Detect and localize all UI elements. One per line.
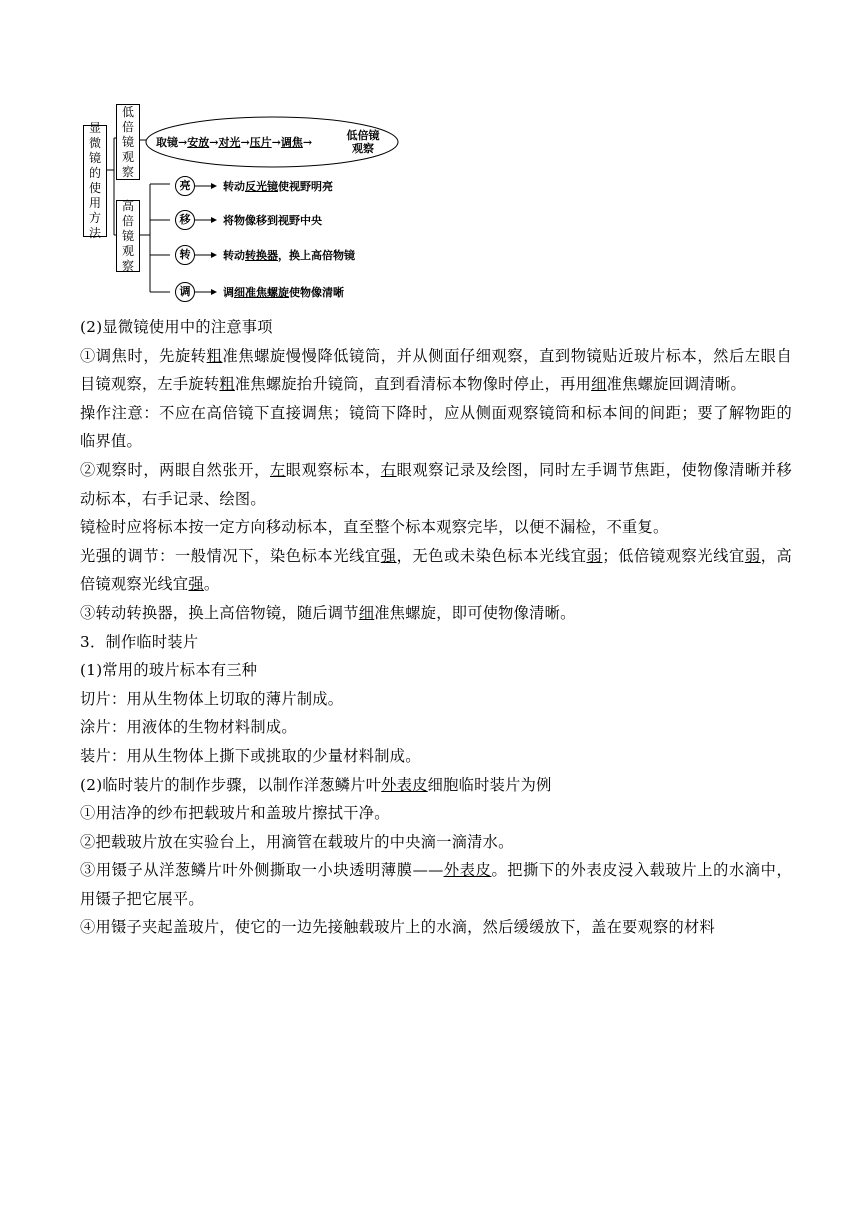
step-4: ④用镊子夹起盖玻片，使它的一边先接触载玻片上的水滴，然后缓缓放下，盖在要观察的材料 <box>80 918 715 937</box>
text: ，高倍镜观察光线宜 <box>80 546 793 594</box>
section-3-1-heading: (1)常用的玻片标本有三种 <box>80 661 258 680</box>
step-take: 取镜 <box>156 136 178 149</box>
step-1: ①用洁净的纱布把载玻片和盖玻片擦拭干净。 <box>80 804 390 823</box>
text: ③转动转换器，换上高倍物镜，随后调节 <box>80 603 359 622</box>
para-light-adjust <box>80 542 792 599</box>
section-3-heading: 3．制作临时装片 <box>80 632 199 651</box>
underlined-text: 外表皮 <box>443 861 492 880</box>
heading-precautions: (2)显微镜使用中的注意事项 <box>80 318 273 336</box>
para-smear: 涂片：用液体的生物材料制成。 <box>80 718 297 737</box>
step-3 <box>80 856 792 913</box>
underlined-text: 右 <box>380 460 397 479</box>
underlined-text: 强 <box>380 546 397 565</box>
high-step-turn-b: ，换上高倍物镜 <box>278 249 355 262</box>
high-step-adjust-a: 调 <box>223 286 234 299</box>
low-power-label: 低倍镜观察 <box>121 104 134 179</box>
underlined-text: 外表皮 <box>381 775 428 794</box>
text: ①调焦时，先旋转 <box>80 346 207 365</box>
step-2: ②把载玻片放在实验台上，用滴管在载玻片的中央滴一滴清水。 <box>80 832 514 851</box>
high-step-adjust-u: 细准焦螺旋 <box>234 286 289 299</box>
diagram-root-box <box>83 121 107 240</box>
high-step-bright <box>223 180 333 193</box>
diagram-root-label: 显微镜的使用方法 <box>88 121 101 240</box>
high-power-label: 高倍镜观察 <box>121 198 134 273</box>
step-light: 对光 <box>218 136 241 149</box>
text: 眼观察标本， <box>285 460 381 479</box>
high-power-box <box>116 200 140 272</box>
low-power-steps: 取镜→安放→对光→压片→调焦→ <box>156 136 313 149</box>
high-step-adjust-b: 使物像清晰 <box>289 286 344 299</box>
high-step-bright-a: 转动 <box>223 180 245 193</box>
text: 细胞临时装片为例 <box>427 775 552 794</box>
underlined-text: 弱 <box>744 546 761 565</box>
high-step-bright-u: 反光镜 <box>245 180 278 193</box>
step-place: 安放 <box>187 136 210 149</box>
underlined-text: 细 <box>358 603 375 622</box>
step-press: 压片 <box>249 136 272 149</box>
text: 。把撕下的外表皮浸入载玻片上的水滴中，用镊子把它展平。 <box>80 861 792 908</box>
circle-bright: 亮 <box>175 176 195 196</box>
underlined-text: 强 <box>188 575 204 594</box>
low-power-box <box>116 104 140 180</box>
high-step-turn-a: 转动 <box>223 249 245 262</box>
text: 准焦螺旋慢慢降低镜筒，并从侧面仔细观察，直到物镜贴近玻片标本，然后左眼自目镜观察，左手旋转 <box>80 346 792 394</box>
circle-adjust: 调 <box>175 282 195 302</box>
text: 眼观察记录及绘图，同时左手调节焦距，使物像清晰并移动标本，右手记录、绘图。 <box>80 460 793 508</box>
para-mount: 装片：用从生物体上撕下或挑取的少量材料制成。 <box>80 746 421 765</box>
low-power-end <box>343 129 383 155</box>
text: (2)临时装片的制作步骤，以制作洋葱鳞片叶 <box>80 775 382 794</box>
high-step-adjust <box>223 286 344 299</box>
para-operation-notes: 操作注意：不应在高倍镜下直接调焦；镜筒下降时，应从侧面观察镜筒和标本间的间距；要了解物距的临界值。 <box>80 403 792 451</box>
para-converter <box>80 599 792 628</box>
underlined-text: 粗 <box>219 375 235 394</box>
text: 准焦螺旋，即可使物像清晰。 <box>374 603 576 622</box>
text: 准焦螺旋抬升镜筒，直到看清标本物像时停止，再用 <box>234 375 592 394</box>
underlined-text: 弱 <box>586 546 603 565</box>
para-inspection: 镜检时应将标本按一定方向移动标本，直至整个标本观察完毕，以便不漏检，不重复。 <box>80 518 669 537</box>
high-step-move-a: 将物像移到视野中央 <box>223 214 322 227</box>
underlined-text: 细 <box>591 375 607 394</box>
text: 准焦螺旋回调清晰。 <box>606 375 746 394</box>
text: ；低倍镜观察光线宜 <box>602 546 745 565</box>
text: ，无色或未染色标本光线宜 <box>396 546 587 565</box>
high-step-move <box>223 214 322 227</box>
underlined-text: 粗 <box>206 346 223 365</box>
circle-move: 移 <box>175 210 195 230</box>
text: ②观察时，两眼自然张开， <box>80 460 270 479</box>
document-body <box>80 313 792 942</box>
low-power-end-label: 低倍镜观察 <box>346 129 380 155</box>
underlined-text: 左 <box>269 460 286 479</box>
high-step-bright-b: 使视野明亮 <box>278 180 333 193</box>
step-focus: 调焦 <box>280 136 303 149</box>
para-observing <box>80 456 792 513</box>
para-section-slide: 切片：用从生物体上切取的薄片制成。 <box>80 689 344 708</box>
high-step-turn-u: 转换器 <box>245 249 278 262</box>
text: 。 <box>203 575 220 594</box>
text: ③用镊子从洋葱鳞片叶外侧撕取一小块透明薄膜—— <box>80 861 444 880</box>
microscope-usage-diagram <box>80 100 380 310</box>
section-3-2-heading <box>80 771 792 800</box>
circle-turn: 转 <box>175 245 195 265</box>
text: 光强的调节：一般情况下，染色标本光线宜 <box>80 546 381 565</box>
high-step-turn <box>223 249 355 262</box>
para-focusing <box>80 342 792 399</box>
